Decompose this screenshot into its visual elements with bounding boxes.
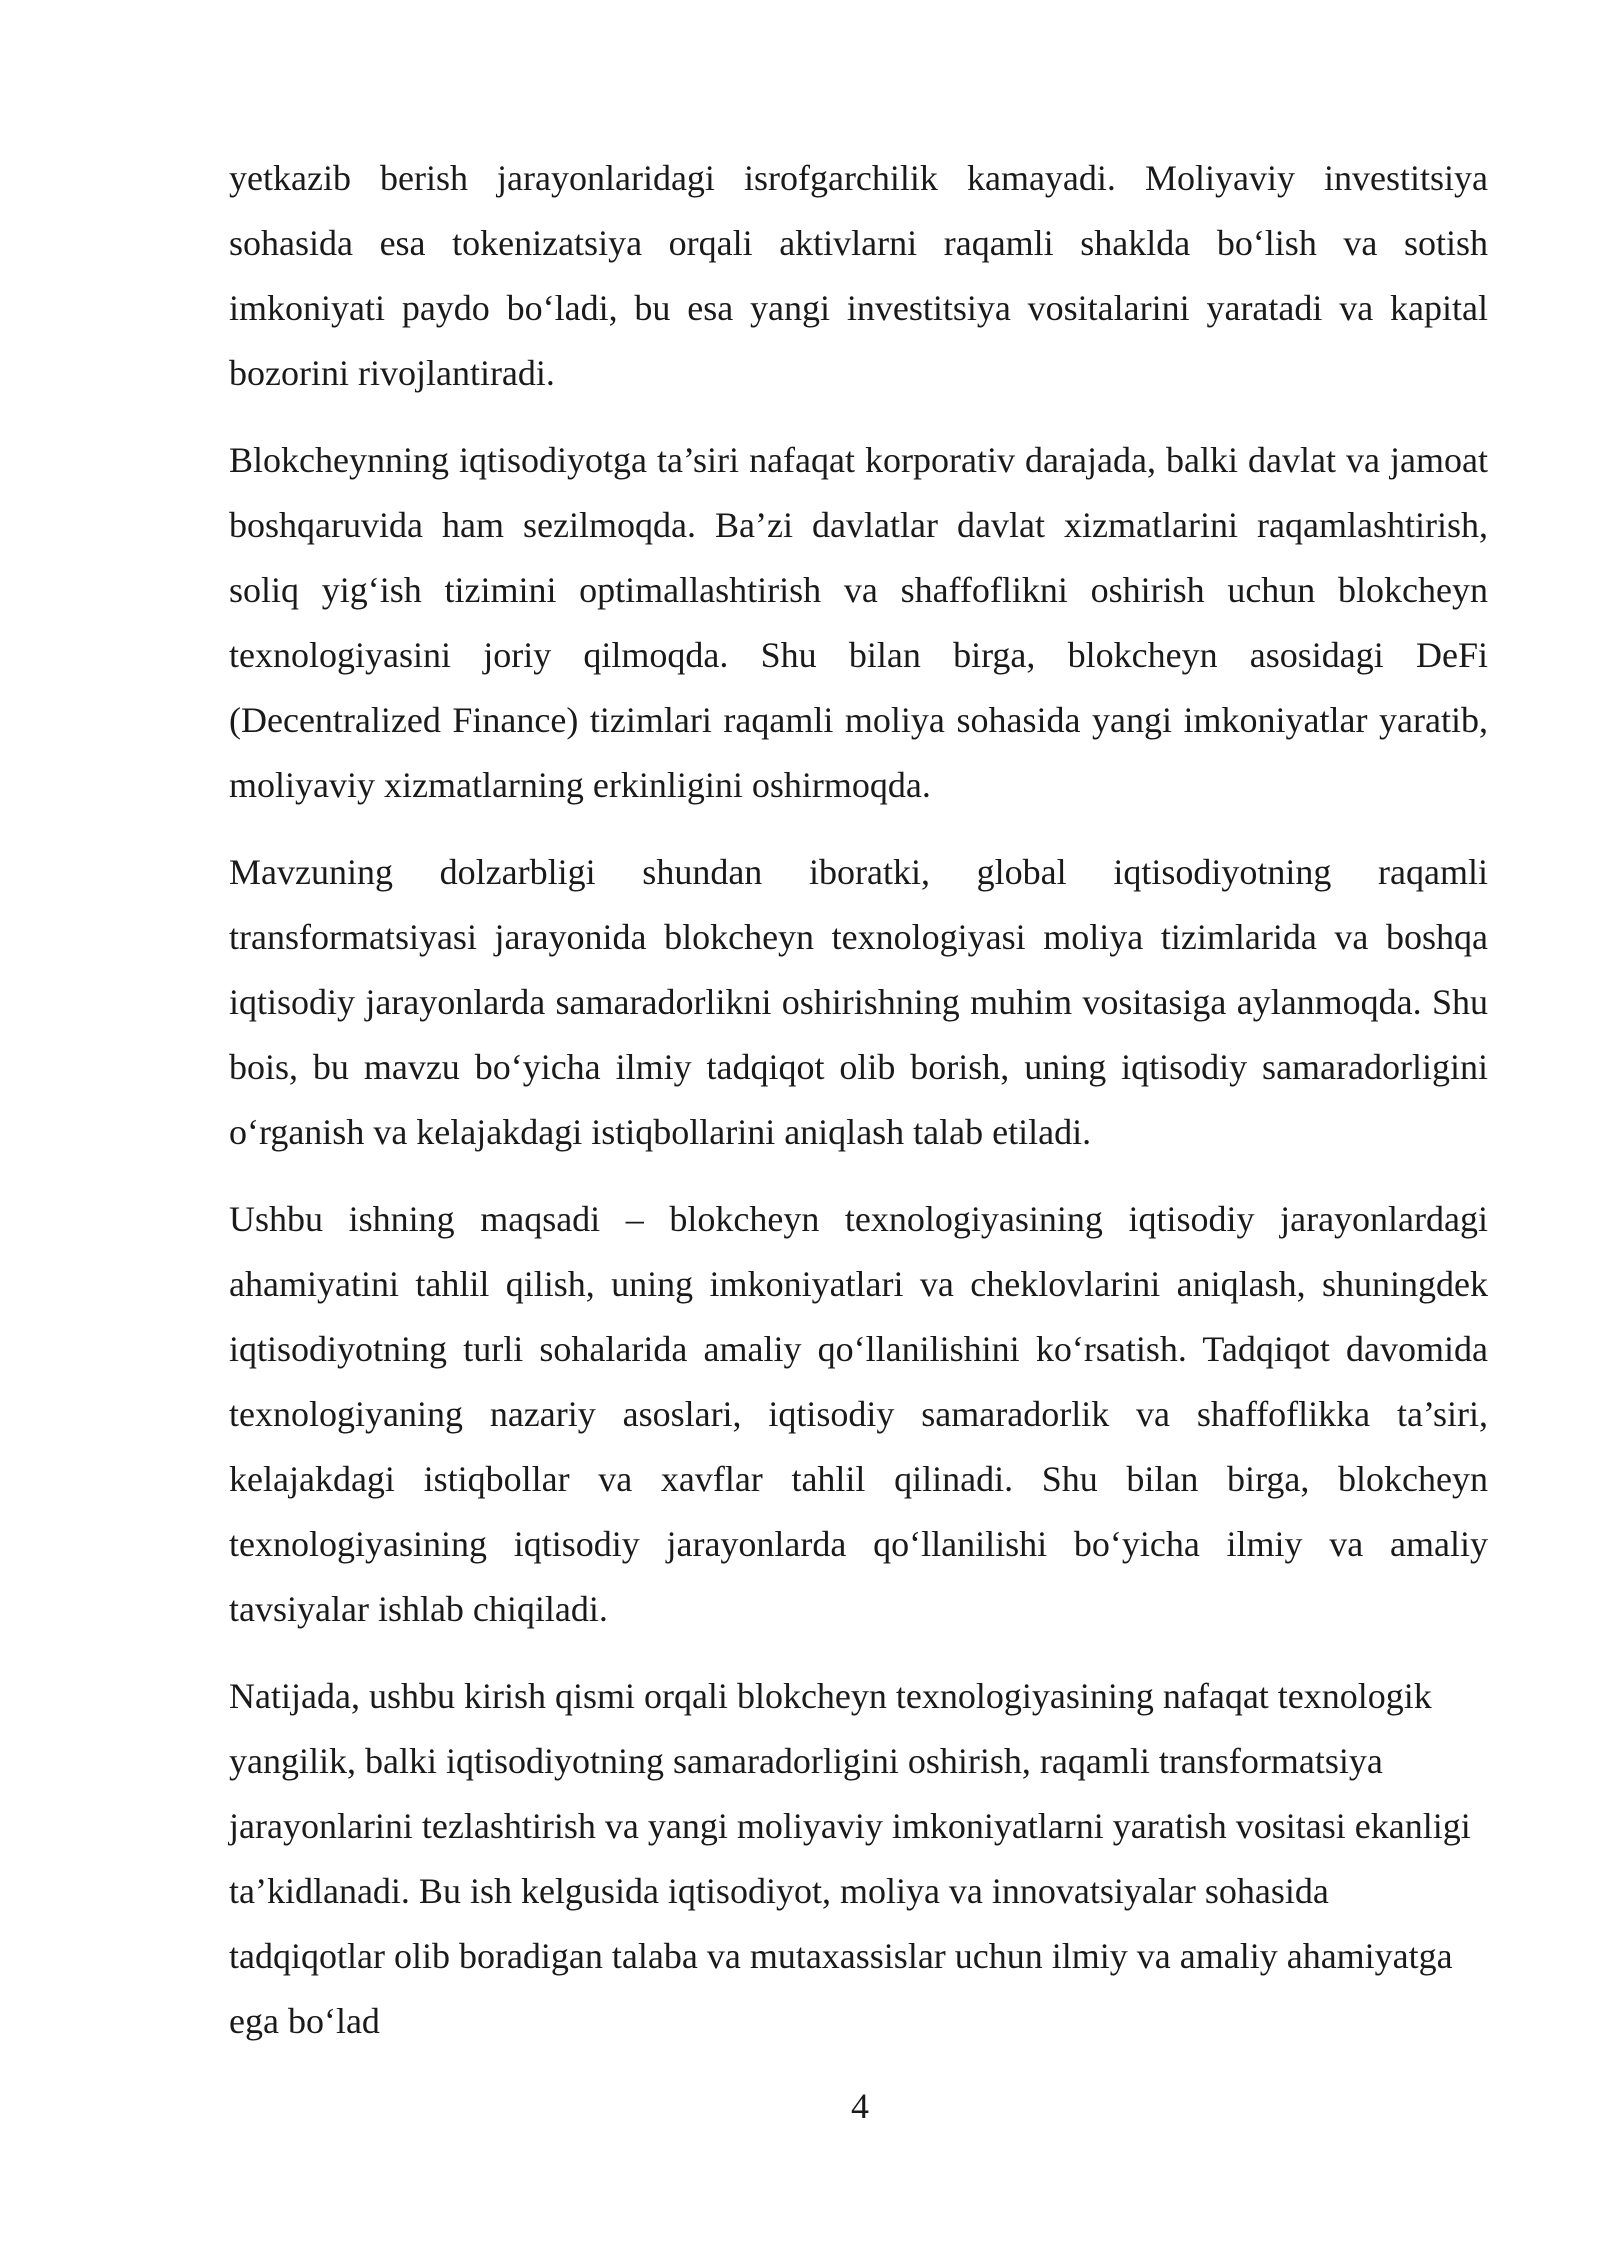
paragraph-2: Blokcheynning iqtisodiyotga ta’siri nafaqat korporativ darajada, balki davlat va jamoat boshqaruvida ham sezilmoqda. Ba’zi davlatlar davlat xizmatlarini raqamlashtirish, soliq yig‘ish tizimini optimallashtirish va shaffoflikni oshirish uchun blokcheyn texnologiyasini joriy qilmoqda. Shu bilan birga, blokcheyn asosidagi DeFi (Decentralized Finance) tizimlari raqamli moliya sohasida yangi imkoniyatlar yaratib, moliyaviy xizmatlarning erkinligini oshirmoqda. xyxy=(229,440,1488,805)
paragraph-4: Ushbu ishning maqsadi – blokcheyn texnologiyasining iqtisodiy jarayonlardagi ahamiyatini tahlil qilish, uning imkoniyatlari va cheklovlarini aniqlash, shuningdek iqtisodiyotning turli sohalarida amaliy qo‘llanilishini ko‘rsatish. Tadqiqot davomida texnologiyaning nazariy asoslari, iqtisodiy samaradorlik va shaffoflikka ta’siri, kelajakdagi istiqbollar va xavflar tahlil qilinadi. Shu bilan birga, blokcheyn texnologiyasining iqtisodiy jarayonlarda qo‘llanilishi bo‘yicha ilmiy va amaliy tavsiyalar ishlab chiqiladi. xyxy=(229,1199,1488,1629)
page-number: 4 xyxy=(851,2086,869,2126)
body-text xyxy=(229,146,1488,2076)
paragraph-5: Natijada, ushbu kirish qismi orqali blokcheyn texnologiyasining nafaqat texnologik yangilik, balki iqtisodiyotning samaradorligini oshirish, raqamli transformatsiya jarayonlarini tezlashtirish va yangi moliyaviy imkoniyatlarni yaratish vositasi ekanligi ta’kidlanadi. Bu ish kelgusida iqtisodiyot, moliya va innovatsiyalar sohasida tadqiqotlar olib boradigan talaba va mutaxassislar uchun ilmiy va amaliy ahamiyatga ega bo‘lad xyxy=(229,1676,1471,2041)
paragraph-1: yetkazib berish jarayonlaridagi isrofgarchilik kamayadi. Moliyaviy investitsiya sohasida esa tokenizatsiya orqali aktivlarni raqamli shaklda bo‘lish va sotish imkoniyati paydo bo‘ladi, bu esa yangi investitsiya vositalarini yaratadi va kapital bozorini rivojlantiradi. xyxy=(229,158,1488,393)
paragraph-3: Mavzuning dolzarbligi shundan iboratki, global iqtisodiyotning raqamli transformatsiyasi jarayonida blokcheyn texnologiyasi moliya tizimlarida va boshqa iqtisodiy jarayonlarda samaradorlikni oshirishning muhim vositasiga aylanmoqda. Shu bois, bu mavzu bo‘yicha ilmiy tadqiqot olib borish, uning iqtisodiy samaradorligini o‘rganish va kelajakdagi istiqbollarini aniqlash talab etiladi. xyxy=(229,852,1488,1152)
